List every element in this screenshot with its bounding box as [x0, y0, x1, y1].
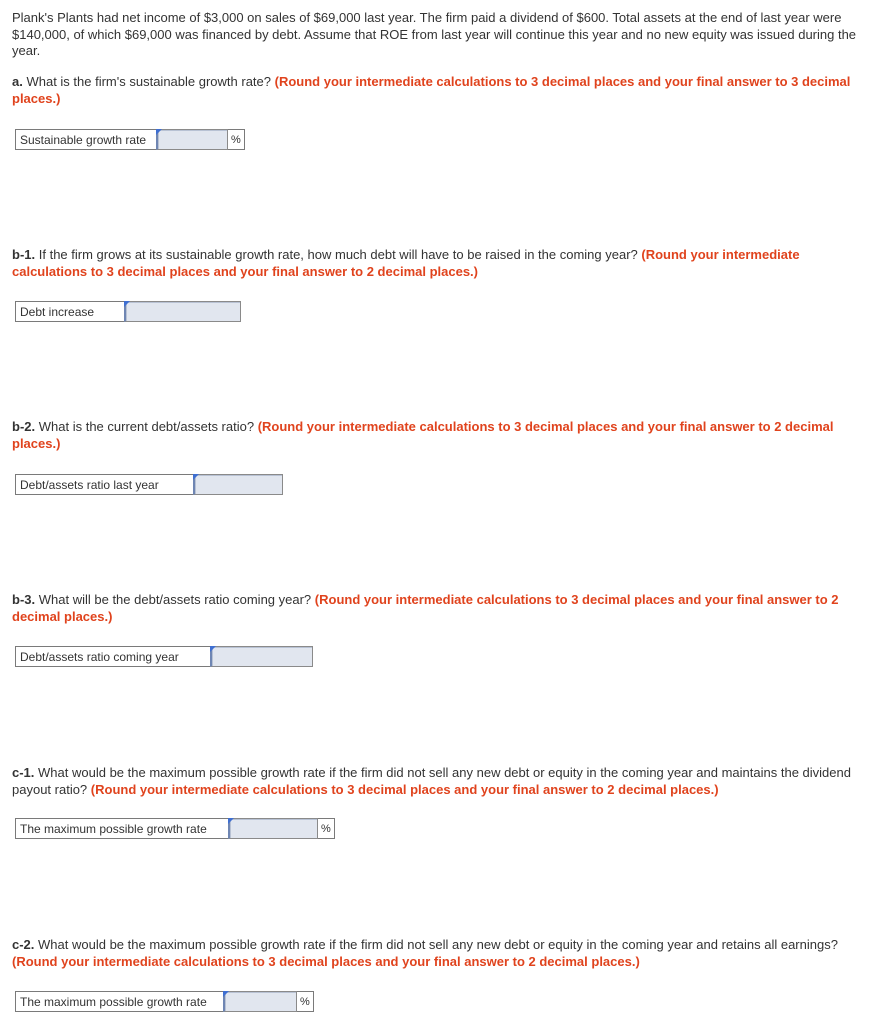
- percent-unit-c1: %: [318, 818, 335, 839]
- question-b1: [12, 247, 862, 280]
- answer-input-c1[interactable]: [228, 818, 318, 839]
- answer-input-c2[interactable]: [223, 991, 297, 1012]
- question-b2: [12, 419, 862, 452]
- answer-row-c2: [15, 991, 314, 1012]
- answer-input-b1[interactable]: [124, 301, 241, 322]
- answer-input-wrap-c2: [223, 991, 297, 1012]
- percent-unit-c2: %: [297, 991, 314, 1012]
- answer-label-b2: Debt/assets ratio last year: [15, 474, 193, 495]
- question-a-note: (Round your intermediate calculations to 3 decimal places and your final answer to 3 decimal places.): [12, 74, 851, 106]
- answer-row-b1: [15, 301, 241, 322]
- question-a: [12, 74, 862, 107]
- question-a-id: a.: [12, 74, 23, 89]
- question-b3-text: What will be the debt/assets ratio coming year?: [38, 592, 312, 607]
- answer-input-wrap-b2: [193, 474, 283, 495]
- answer-label-b1: Debt increase: [15, 301, 124, 322]
- answer-row-b3: [15, 646, 313, 667]
- answer-label-a: Sustainable growth rate: [15, 129, 156, 150]
- question-c2-text: What would be the maximum possible growth rate if the firm did not sell any new debt or equity in the coming year and retains all earnings?: [38, 937, 838, 952]
- answer-input-wrap-b1: [124, 301, 241, 322]
- question-b3: [12, 592, 862, 625]
- answer-label-c1: The maximum possible growth rate: [15, 818, 228, 839]
- question-c1: [12, 765, 862, 798]
- question-c1-note: (Round your intermediate calculations to 3 decimal places and your final answer to 2 decimal places.): [90, 781, 719, 797]
- question-b1-note: (Round your intermediate calculations to 3 decimal places and your final answer to 2 decimal places.): [12, 247, 800, 279]
- question-b2-id: b-2.: [12, 419, 36, 434]
- percent-unit-a: %: [228, 129, 245, 150]
- answer-label-b3: Debt/assets ratio coming year: [15, 646, 210, 667]
- question-b3-id: b-3.: [12, 592, 36, 607]
- question-b1-text: If the firm grows at its sustainable growth rate, how much debt will have to be raised in the coming year?: [38, 247, 638, 262]
- answer-input-wrap-a: [156, 129, 228, 150]
- question-c2: [12, 937, 862, 970]
- question-c1-text: What would be the maximum possible growth rate if the firm did not sell any new debt or equity in the coming year and maintains the dividend payout ratio?: [12, 765, 851, 797]
- question-c1-id: c-1.: [12, 765, 35, 780]
- answer-input-b2[interactable]: [193, 474, 283, 495]
- answer-input-wrap-b3: [210, 646, 313, 667]
- answer-row-a: [15, 129, 245, 150]
- answer-input-wrap-c1: [228, 818, 318, 839]
- answer-row-b2: [15, 474, 283, 495]
- answer-label-c2: The maximum possible growth rate: [15, 991, 223, 1012]
- question-b2-text: What is the current debt/assets ratio?: [38, 419, 255, 434]
- answer-input-b3[interactable]: [210, 646, 313, 667]
- answer-row-c1: [15, 818, 335, 839]
- question-a-text: What is the firm's sustainable growth rate?: [26, 74, 271, 89]
- question-c2-note: (Round your intermediate calculations to 3 decimal places and your final answer to 2 decimal places.): [12, 953, 640, 969]
- question-b2-note: (Round your intermediate calculations to 3 decimal places and your final answer to 2 decimal places.): [12, 419, 834, 451]
- problem-intro: Plank's Plants had net income of $3,000 on sales of $69,000 last year. The firm paid a dividend of $600. Total assets at the end of last year were $140,000, of which $69,000 was financed by debt. Assume that ROE from last year will continue this year and no new equity was issued during the year.: [12, 10, 857, 58]
- answer-input-a[interactable]: [156, 129, 228, 150]
- question-c2-id: c-2.: [12, 937, 35, 952]
- question-b3-note: (Round your intermediate calculations to 3 decimal places and your final answer to 2 decimal places.): [12, 592, 839, 624]
- question-b1-id: b-1.: [12, 247, 36, 262]
